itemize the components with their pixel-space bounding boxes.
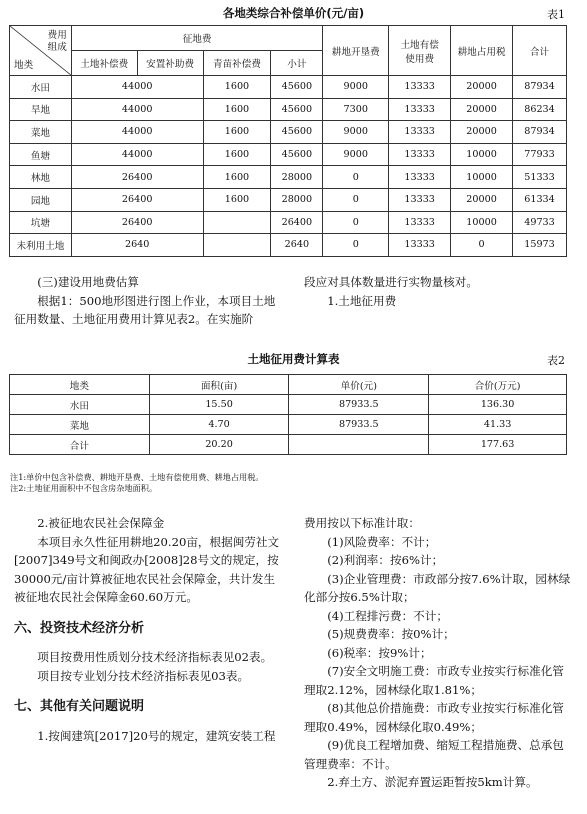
t2-header-type: 地类	[10, 375, 150, 395]
cell-tax: 10000	[451, 211, 513, 234]
row-land-type: 旱地	[10, 98, 72, 121]
cell-land-compensation: 44000	[71, 121, 203, 144]
cell-reclaim: 7300	[323, 98, 389, 121]
cell-crop-compensation	[203, 211, 271, 234]
cell-use-fee: 13333	[389, 211, 451, 234]
subheader-resettlement: 安置补助费	[137, 51, 203, 76]
fee-item: (6)税率：按9%计；	[327, 645, 432, 660]
cell-type: 菜地	[10, 415, 150, 435]
cell-crop-compensation: 1600	[203, 166, 271, 189]
table2-row	[10, 395, 567, 415]
cell-crop-compensation: 1600	[203, 121, 271, 144]
corner-top2: 组成	[47, 42, 67, 53]
note-1: 注1:单价中包含补偿费、耕地开垦费、土地有偿使用费、耕地占用税。	[10, 472, 264, 482]
cell-price: 87933.5	[289, 415, 429, 435]
cell-total: 77933	[513, 143, 567, 166]
table1-number: 表1	[547, 8, 565, 21]
heading-section-6: 六、投资技术经济分析	[14, 620, 145, 636]
cell-land-compensation: 26400	[71, 211, 203, 234]
section-heading-3: (三)建设用地费估算	[37, 275, 139, 289]
cell-tax: 20000	[451, 76, 513, 99]
table1-row	[10, 188, 567, 211]
table1-row	[10, 121, 567, 144]
fee-item: (8)其他总价措施费：市政专业按实行标准化管理取0.49%，园林绿化取0.49%；	[304, 701, 564, 734]
cell-use-fee: 13333	[389, 121, 451, 144]
fee-item: (1)风险费率：不计；	[327, 534, 437, 549]
table2-row	[10, 435, 567, 455]
table1-row	[10, 143, 567, 166]
cell-area: 4.70	[149, 415, 289, 435]
fee-item: (5)规费费率：按0%计；	[327, 627, 455, 641]
row-land-type: 鱼塘	[10, 143, 72, 166]
cell-total: 61334	[513, 188, 567, 211]
cell-reclaim: 0	[323, 211, 389, 234]
cell-tax: 20000	[451, 188, 513, 211]
group-header-land-acquisition: 征地费	[71, 26, 322, 51]
cell-tax: 0	[451, 234, 513, 257]
cell-use-fee: 13333	[389, 143, 451, 166]
heading-land-fee: 1.土地征用费	[327, 293, 397, 308]
paragraph-construction-rule: 1.按闽建筑[2017]20号的规定，建筑安装工程	[37, 728, 276, 743]
table2	[9, 374, 567, 455]
cell-use-fee: 13333	[389, 188, 451, 211]
paragraph-land-estimate: 根据1：500地形图进行图上作业，本项目土地征用数量、土地征用费用计算见表2。在实施阶	[14, 293, 276, 326]
cell-reclaim: 9000	[323, 121, 389, 144]
row-land-type: 菜地	[10, 121, 72, 144]
cell-crop-compensation: 1600	[203, 98, 271, 121]
t2-header-amount: 合价(万元)	[429, 375, 567, 395]
table2-number: 表2	[547, 354, 565, 367]
header-use-fee: 土地有偿使用费	[389, 26, 451, 76]
cell-total: 87934	[513, 76, 567, 99]
cell-land-compensation: 44000	[71, 143, 203, 166]
row-land-type: 坑塘	[10, 211, 72, 234]
table1-row	[10, 166, 567, 189]
corner-bottom: 地类	[14, 60, 34, 71]
cell-tax: 10000	[451, 166, 513, 189]
t2-header-price: 单价(元)	[289, 375, 429, 395]
cell-use-fee: 13333	[389, 234, 451, 257]
cell-reclaim: 9000	[323, 143, 389, 166]
heading-social-security: 2.被征地农民社会保障金	[37, 516, 165, 530]
cell-use-fee: 13333	[389, 98, 451, 121]
cell-subtotal: 2640	[271, 234, 323, 257]
cell-crop-compensation: 1600	[203, 76, 271, 99]
cell-crop-compensation: 1600	[203, 143, 271, 166]
fee-item: (7)安全文明施工费：市政专业按实行标准化管理取2.12%，园林绿化取1.81%；	[304, 664, 564, 697]
cell-subtotal: 28000	[271, 188, 323, 211]
subheader-crop-compensation: 青苗补偿费	[203, 51, 271, 76]
cell-amount: 177.63	[429, 435, 567, 455]
row-land-type: 林地	[10, 166, 72, 189]
cell-type: 合计	[10, 435, 150, 455]
table1-row	[10, 211, 567, 234]
cell-price: 87933.5	[289, 395, 429, 415]
cell-subtotal: 45600	[271, 76, 323, 99]
cell-tax: 20000	[451, 121, 513, 144]
table-notes	[10, 472, 264, 494]
paragraph-social-security: 本项目永久性征用耕地20.20亩，根据闽劳社文[2007]349号文和闽政办[2008]28号文的规定，按30000元/亩计算被征地农民社会保障金，共计发生被征地农民社会保障金60.60万元。	[14, 534, 280, 604]
note-2: 注2:土地征用面积中不包含房杂地面积。	[10, 483, 158, 493]
cell-crop-compensation: 1600	[203, 188, 271, 211]
cell-reclaim: 0	[323, 166, 389, 189]
paragraph-verify: 段应对具体数量进行实物量核对。	[304, 275, 478, 289]
row-land-type: 未利用土地	[10, 234, 72, 257]
table1-row	[10, 234, 567, 257]
table1-row	[10, 76, 567, 99]
cell-land-compensation: 26400	[71, 188, 203, 211]
header-reclaim: 耕地开垦费	[323, 26, 389, 76]
cell-crop-compensation	[203, 234, 271, 257]
left-column-1	[14, 273, 286, 329]
fee-item: (4)工程排污费：不计；	[327, 608, 448, 623]
cell-price	[289, 435, 429, 455]
cell-subtotal: 45600	[271, 143, 323, 166]
cell-reclaim: 0	[323, 188, 389, 211]
cell-total: 49733	[513, 211, 567, 234]
fee-item: (9)优良工程增加费、缩短工程措施费、总承包管理费率：不计。	[304, 738, 564, 771]
right-column-1	[304, 273, 574, 310]
cell-land-compensation: 2640	[71, 234, 203, 257]
cell-type: 水田	[10, 395, 150, 415]
cell-land-compensation: 44000	[71, 76, 203, 99]
corner-header	[10, 26, 72, 76]
cell-reclaim: 0	[323, 234, 389, 257]
cell-subtotal: 45600	[271, 98, 323, 121]
cell-area: 20.20	[149, 435, 289, 455]
left-column-2	[14, 514, 286, 745]
paragraph-table-02: 项目按费用性质划分技术经济指标表见02表。	[37, 650, 273, 664]
fee-item: (3)企业管理费：市政部分按7.6%计取，园林绿化部分按6.5%计取；	[304, 571, 571, 604]
header-tax: 耕地占用税	[451, 26, 513, 76]
subheader-land-compensation: 土地补偿费	[71, 51, 137, 76]
cell-total: 86234	[513, 98, 567, 121]
cell-subtotal: 26400	[271, 211, 323, 234]
table2-title: 土地征用费计算表	[247, 352, 340, 366]
cell-total: 51333	[513, 166, 567, 189]
row-land-type: 水田	[10, 76, 72, 99]
paragraph-table-03: 项目按专业划分技术经济指标表见03表。	[37, 668, 250, 683]
cell-total: 87934	[513, 121, 567, 144]
heading-section-7: 七、其他有关问题说明	[14, 699, 145, 714]
cell-subtotal: 28000	[271, 166, 323, 189]
paragraph-fee-standard: 费用按以下标准计取：	[304, 516, 420, 530]
cell-area: 15.50	[149, 395, 289, 415]
subheader-subtotal: 小计	[271, 51, 323, 76]
paragraph-disposal-distance: 2.弃土方、淤泥弃置运距暂按5km计算。	[327, 775, 538, 789]
table1	[9, 25, 567, 257]
right-column-2	[304, 514, 574, 792]
table1-row	[10, 98, 567, 121]
t2-header-area: 面积(亩)	[149, 375, 289, 395]
fee-item: (2)利润率：按6%计；	[327, 553, 444, 567]
cell-subtotal: 45600	[271, 121, 323, 144]
cell-total: 15973	[513, 234, 567, 257]
cell-amount: 41.33	[429, 415, 567, 435]
cell-tax: 20000	[451, 98, 513, 121]
cell-amount: 136.30	[429, 395, 567, 415]
row-land-type: 园地	[10, 188, 72, 211]
header-total: 合计	[513, 26, 567, 76]
table1-title: 各地类综合补偿单价(元/亩)	[222, 6, 365, 20]
cell-land-compensation: 44000	[71, 98, 203, 121]
cell-use-fee: 13333	[389, 166, 451, 189]
corner-top1: 费用	[47, 30, 67, 41]
cell-land-compensation: 26400	[71, 166, 203, 189]
cell-reclaim: 9000	[323, 76, 389, 99]
table2-row	[10, 415, 567, 435]
cell-use-fee: 13333	[389, 76, 451, 99]
cell-tax: 10000	[451, 143, 513, 166]
